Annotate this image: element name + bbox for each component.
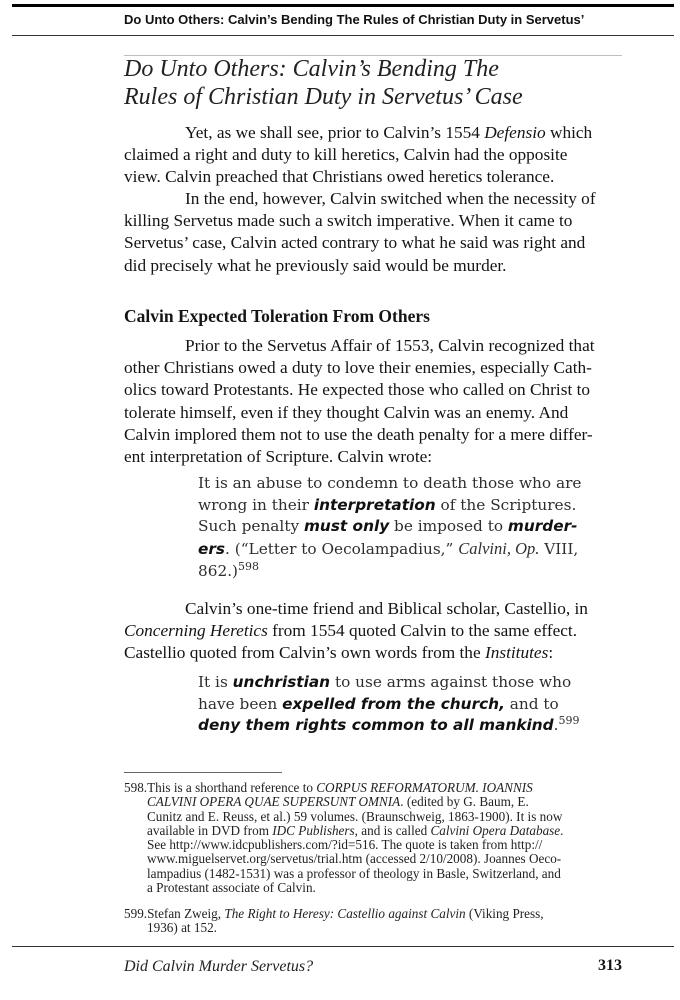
- text-line: other Christians owed a duty to love their enemies, especially Cath-: [124, 358, 592, 378]
- text-line: claimed a right and duty to kill heretics, Calvin had the opposite: [124, 145, 568, 165]
- text-line: Yet, as we shall see, prior to Calvin’s 1554 Defensio which: [185, 123, 593, 142]
- footnote-line: lampadius (1482-1531) was a professor of theology in Basle, Switzerland, and: [147, 865, 561, 881]
- footnote-line: available in DVD from IDC Publishers, and is called Calvini Opera Database.: [147, 822, 564, 838]
- footnote-line: 1936) at 152.: [147, 920, 217, 936]
- footnote-line: 598.This is a shorthand reference to CORPUS REFORMATORUM. IOANNIS: [124, 780, 533, 795]
- paragraph-toleration: [124, 335, 622, 468]
- block-quote-oecolampadius: [198, 473, 598, 583]
- footnote-line: a Protestant associate of Calvin.: [147, 880, 316, 896]
- text-line: Servetus’ case, Calvin acted contrary to what he said was right and: [124, 233, 586, 253]
- quote-line: It is an abuse to condemn to death those who are: [198, 474, 582, 492]
- page-number: 313: [598, 957, 622, 974]
- text-line: view. Calvin preached that Christians owed heretics tolerance.: [124, 167, 555, 187]
- paragraph-switch: [124, 188, 622, 277]
- paragraph-defensio: [124, 122, 622, 189]
- footnote-598: [124, 781, 624, 895]
- paragraph-castellio: [124, 598, 622, 665]
- text-line: Castellio quoted from Calvin’s own words from the Institutes:: [124, 643, 554, 663]
- footnote-line: 599.Stefan Zweig, The Right to Heresy: Castellio against Calvin (Viking Press,: [124, 906, 544, 921]
- footer-rule: [12, 946, 674, 947]
- quote-line: wrong in their interpretation of the Scriptures.: [198, 495, 577, 514]
- footnote-line: See http://www.idcpublishers.com/?id=516. The quote is taken from http://: [147, 837, 543, 853]
- footnote-599: [124, 907, 624, 936]
- text-line: did precisely what he previously said would be murder.: [124, 255, 507, 275]
- chapter-title-line: Rules of Christian Duty in Servetus’ Case: [124, 84, 523, 110]
- text-line: tolerate himself, even if they thought Calvin was an enemy. And: [124, 402, 569, 422]
- text-line: In the end, however, Calvin switched when the necessity of: [185, 189, 596, 208]
- quote-line: ers. (“Letter to Oecolampadius,” Calvini, Op. VIII,: [198, 539, 579, 559]
- quote-line: It is unchristian to use arms against those who: [198, 673, 572, 691]
- header-rule: [12, 35, 674, 36]
- block-quote-institutes: [198, 672, 598, 737]
- text-line: Prior to the Servetus Affair of 1553, Calvin recognized that: [185, 336, 595, 355]
- quote-line: Such penalty must only be imposed to murder-: [198, 517, 578, 536]
- quote-line: 862.)$^{598}$: [198, 559, 260, 580]
- running-header: Do Unto Others: Calvin’s Bending The Rules of Christian Duty in Servetus’: [124, 12, 585, 27]
- chapter-title: [124, 55, 624, 111]
- top-rule: [12, 4, 674, 7]
- text-line: Concerning Heretics from 1554 quoted Calvin to the same effect.: [124, 621, 578, 641]
- quote-line: have been expelled from the church, and to: [198, 694, 559, 713]
- text-line: olics toward Protestants. He expected those who called on Christ to: [124, 380, 591, 400]
- footnote-rule: [124, 772, 282, 773]
- text-line: Calvin implored them not to use the death penalty for a mere differ-: [124, 424, 593, 444]
- footnote-line: Cunitz and E. Reuss, et al.) 59 volumes. (Braunschweig, 1863-1900). It is now: [147, 808, 563, 824]
- text-line: killing Servetus made such a switch imperative. When it came to: [124, 211, 573, 231]
- section-heading: Calvin Expected Toleration From Others: [124, 306, 430, 326]
- footer-book-title: Did Calvin Murder Servetus?: [124, 958, 314, 975]
- quote-line: deny them rights common to all mankind.$^{599}$: [198, 714, 580, 735]
- text-line: Calvin’s one-time friend and Biblical scholar, Castellio, in: [185, 599, 588, 618]
- footnote-ref-599: 599: [558, 714, 580, 728]
- text-line: ent interpretation of Scripture. Calvin wrote:: [124, 447, 433, 467]
- footnote-line: CALVINI OPERA QUAE SUPERSUNT OMNIA. (edited by G. Baum, E.: [147, 794, 529, 810]
- footnote-ref-598: 598: [238, 559, 260, 573]
- chapter-title-line: Do Unto Others: Calvin’s Bending The: [124, 56, 499, 82]
- footnote-line: www.miguelservet.org/servetus/trial.htm (accessed 2/10/2008). Joannes Oeco-: [147, 851, 562, 867]
